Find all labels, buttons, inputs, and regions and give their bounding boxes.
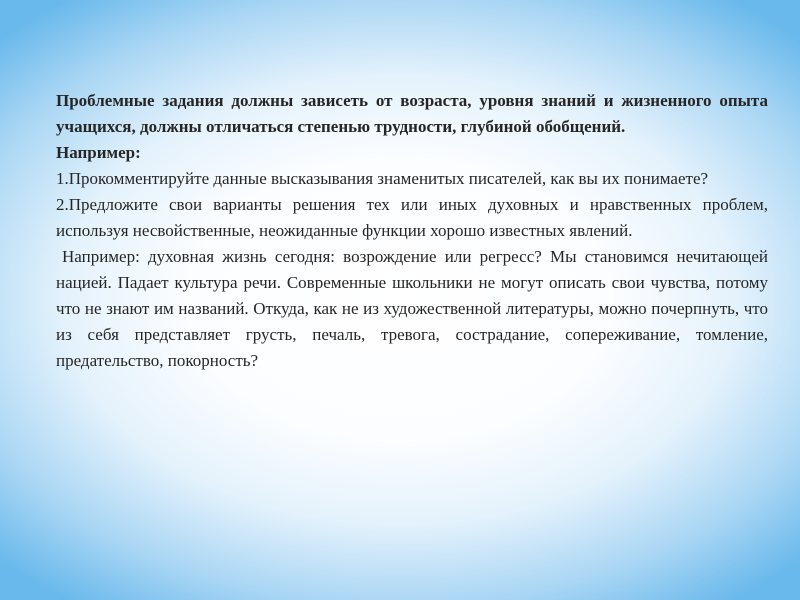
slide-text-block [56,88,768,374]
example-paragraph: Например: духовная жизнь сегодня: возрождение или регресс? Мы становимся нечитающей нацией. Падает культура речи. Современные школьники не могут описать свои чувства, потому что не знают им названий. Откуда, как не из художественной литературы, можно почерпнуть, что из себя представляет грусть, печаль, тревога, сострадание, сопереживание, томление, предательство, покорность? [56,247,768,370]
list-item-2: 2.Предложите свои варианты решения тех или иных духовных и нравственных проблем, используя несвойственные, неожиданные функции хорошо известных явлений. [56,195,768,240]
example-heading: Например: [56,143,141,162]
list-item-1: 1.Прокомментируйте данные высказывания знаменитых писателей, как вы их понимаете? [56,169,709,188]
intro-paragraph: Проблемные задания должны зависеть от возраста, уровня знаний и жизненного опыта учащихся, должны отличаться степенью трудности, глубиной обобщений. [56,91,768,136]
